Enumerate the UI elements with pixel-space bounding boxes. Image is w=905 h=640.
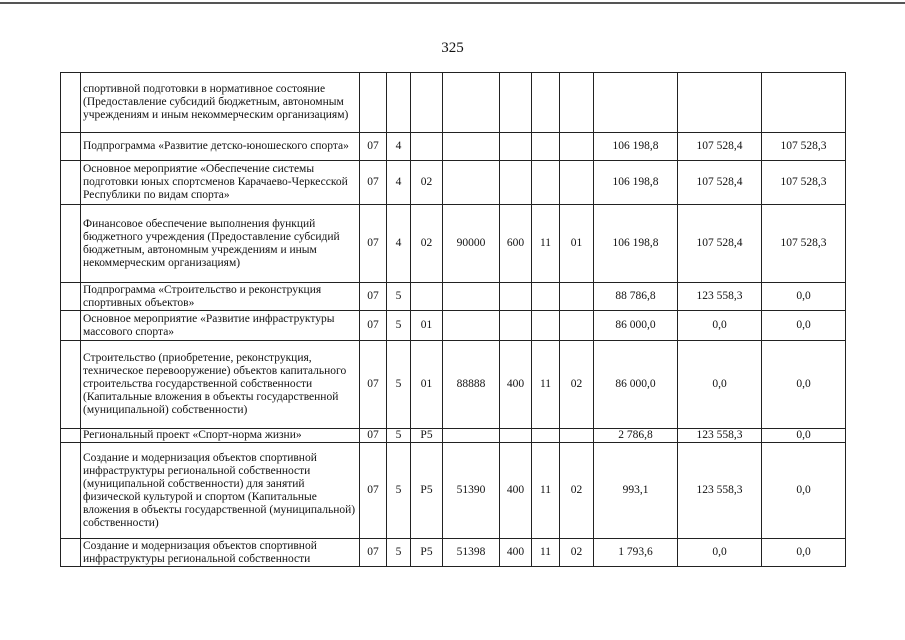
row-number-cell: [61, 73, 81, 133]
row-group: [532, 311, 560, 341]
row-expense-direction: [443, 161, 500, 205]
row-source: [560, 311, 594, 341]
row-group: [532, 161, 560, 205]
row-amount-year-1: 86 000,0: [594, 311, 678, 341]
row-subsection: 4: [387, 161, 411, 205]
row-expense-type: 400: [500, 341, 532, 429]
row-section: 07: [360, 341, 387, 429]
row-expense-type: [500, 311, 532, 341]
row-program-code: P5: [411, 539, 443, 567]
row-expense-direction: 51398: [443, 539, 500, 567]
row-section: 07: [360, 539, 387, 567]
row-section: 07: [360, 443, 387, 539]
row-source: [560, 133, 594, 161]
row-amount-year-1: 88 786,8: [594, 283, 678, 311]
row-expense-direction: [443, 133, 500, 161]
row-group: [532, 73, 560, 133]
row-source: [560, 161, 594, 205]
row-group: [532, 133, 560, 161]
row-amount-year-3: 107 528,3: [762, 133, 846, 161]
row-program-code: 01: [411, 341, 443, 429]
row-number-cell: [61, 443, 81, 539]
row-program-code: 02: [411, 205, 443, 283]
row-amount-year-3: 107 528,3: [762, 205, 846, 283]
row-source: [560, 73, 594, 133]
row-expense-direction: 90000: [443, 205, 500, 283]
row-section: 07: [360, 205, 387, 283]
row-amount-year-1: 106 198,8: [594, 205, 678, 283]
row-amount-year-2: 0,0: [678, 341, 762, 429]
row-group: 11: [532, 443, 560, 539]
row-number-cell: [61, 539, 81, 567]
row-expense-type: [500, 283, 532, 311]
row-section: 07: [360, 161, 387, 205]
row-number-cell: [61, 341, 81, 429]
row-source: 02: [560, 341, 594, 429]
row-amount-year-3: 0,0: [762, 443, 846, 539]
row-amount-year-2: 0,0: [678, 311, 762, 341]
row-amount-year-1: 1 793,6: [594, 539, 678, 567]
row-amount-year-2: 123 558,3: [678, 429, 762, 443]
row-subsection: 5: [387, 539, 411, 567]
row-expense-type: 400: [500, 443, 532, 539]
row-expense-type: [500, 73, 532, 133]
table-row: [61, 205, 846, 283]
row-amount-year-1: 106 198,8: [594, 161, 678, 205]
row-subsection: [387, 73, 411, 133]
row-expense-direction: 88888: [443, 341, 500, 429]
row-number-cell: [61, 429, 81, 443]
row-group: 11: [532, 205, 560, 283]
row-subsection: 5: [387, 341, 411, 429]
row-amount-year-1: [594, 73, 678, 133]
row-expense-type: [500, 161, 532, 205]
row-subsection: 4: [387, 205, 411, 283]
page-number: 325: [441, 40, 464, 56]
row-section: 07: [360, 311, 387, 341]
row-program-code: P5: [411, 429, 443, 443]
row-subsection: 5: [387, 443, 411, 539]
scan-top-edge: [0, 2, 905, 4]
row-name: Создание и модернизация объектов спортивной инфраструктуры региональной собственности: [81, 539, 360, 567]
table-row: [61, 161, 846, 205]
row-name: спортивной подготовки в нормативное состояние (Предоставление субсидий бюджетным, автономным учреждениям и иным некоммерческим организациям): [81, 73, 360, 133]
table-row: [61, 73, 846, 133]
row-source: 02: [560, 539, 594, 567]
row-amount-year-2: 123 558,3: [678, 283, 762, 311]
table-row: [61, 341, 846, 429]
row-name: Основное мероприятие «Развитие инфраструктуры массового спорта»: [81, 311, 360, 341]
row-section: [360, 73, 387, 133]
row-program-code: P5: [411, 443, 443, 539]
table-row: [61, 283, 846, 311]
row-expense-direction: [443, 311, 500, 341]
row-program-code: 02: [411, 161, 443, 205]
table-row: [61, 429, 846, 443]
row-group: [532, 429, 560, 443]
row-amount-year-3: [762, 73, 846, 133]
row-program-code: [411, 283, 443, 311]
row-name: Подпрограмма «Развитие детско-юношеского спорта»: [81, 133, 360, 161]
row-amount-year-3: 0,0: [762, 311, 846, 341]
row-amount-year-3: 107 528,3: [762, 161, 846, 205]
row-name: Подпрограмма «Строительство и реконструкция спортивных объектов»: [81, 283, 360, 311]
row-amount-year-2: [678, 73, 762, 133]
row-program-code: 01: [411, 311, 443, 341]
row-amount-year-1: 86 000,0: [594, 341, 678, 429]
row-amount-year-1: 106 198,8: [594, 133, 678, 161]
table-body: [61, 73, 846, 567]
row-source: [560, 429, 594, 443]
row-amount-year-3: 0,0: [762, 341, 846, 429]
row-amount-year-3: 0,0: [762, 283, 846, 311]
table-row: [61, 133, 846, 161]
row-number-cell: [61, 283, 81, 311]
row-subsection: 4: [387, 133, 411, 161]
row-amount-year-1: 2 786,8: [594, 429, 678, 443]
row-section: 07: [360, 283, 387, 311]
row-number-cell: [61, 133, 81, 161]
row-source: 01: [560, 205, 594, 283]
row-source: 02: [560, 443, 594, 539]
table-row: [61, 311, 846, 341]
row-group: 11: [532, 539, 560, 567]
budget-table: [60, 72, 846, 567]
table-row: [61, 443, 846, 539]
row-expense-direction: 51390: [443, 443, 500, 539]
row-name: Создание и модернизация объектов спортивной инфраструктуры региональной собственности (муниципальной собственности) для занятий физической культурой и спортом (Капитальные вложения в объекты государственной (муниципальной) собственности): [81, 443, 360, 539]
row-name: Региональный проект «Спорт-норма жизни»: [81, 429, 360, 443]
row-amount-year-2: 107 528,4: [678, 133, 762, 161]
row-amount-year-2: 123 558,3: [678, 443, 762, 539]
row-expense-type: 600: [500, 205, 532, 283]
row-expense-type: [500, 429, 532, 443]
row-group: 11: [532, 341, 560, 429]
row-section: 07: [360, 133, 387, 161]
row-number-cell: [61, 161, 81, 205]
row-amount-year-2: 107 528,4: [678, 205, 762, 283]
row-subsection: 5: [387, 311, 411, 341]
row-amount-year-2: 0,0: [678, 539, 762, 567]
row-subsection: 5: [387, 429, 411, 443]
row-program-code: [411, 133, 443, 161]
row-expense-direction: [443, 283, 500, 311]
row-expense-type: 400: [500, 539, 532, 567]
row-number-cell: [61, 205, 81, 283]
table-row: [61, 539, 846, 567]
row-section: 07: [360, 429, 387, 443]
row-name: Финансовое обеспечение выполнения функций бюджетного учреждения (Предоставление субсидий бюджетным, автономным учреждениям и иным некоммерческим организациям): [81, 205, 360, 283]
row-source: [560, 283, 594, 311]
row-amount-year-3: 0,0: [762, 539, 846, 567]
row-expense-direction: [443, 73, 500, 133]
row-expense-direction: [443, 429, 500, 443]
row-subsection: 5: [387, 283, 411, 311]
row-amount-year-1: 993,1: [594, 443, 678, 539]
row-name: Основное мероприятие «Обеспечение системы подготовки юных спортсменов Карачаево-Черкесской Республики по видам спорта»: [81, 161, 360, 205]
row-group: [532, 283, 560, 311]
row-program-code: [411, 73, 443, 133]
row-name: Строительство (приобретение, реконструкция, техническое перевооружение) объектов капитального строительства государственной собственности (Капитальные вложения в объекты государственной (муниципальной) собственности): [81, 341, 360, 429]
row-amount-year-2: 107 528,4: [678, 161, 762, 205]
row-amount-year-3: 0,0: [762, 429, 846, 443]
row-number-cell: [61, 311, 81, 341]
row-expense-type: [500, 133, 532, 161]
